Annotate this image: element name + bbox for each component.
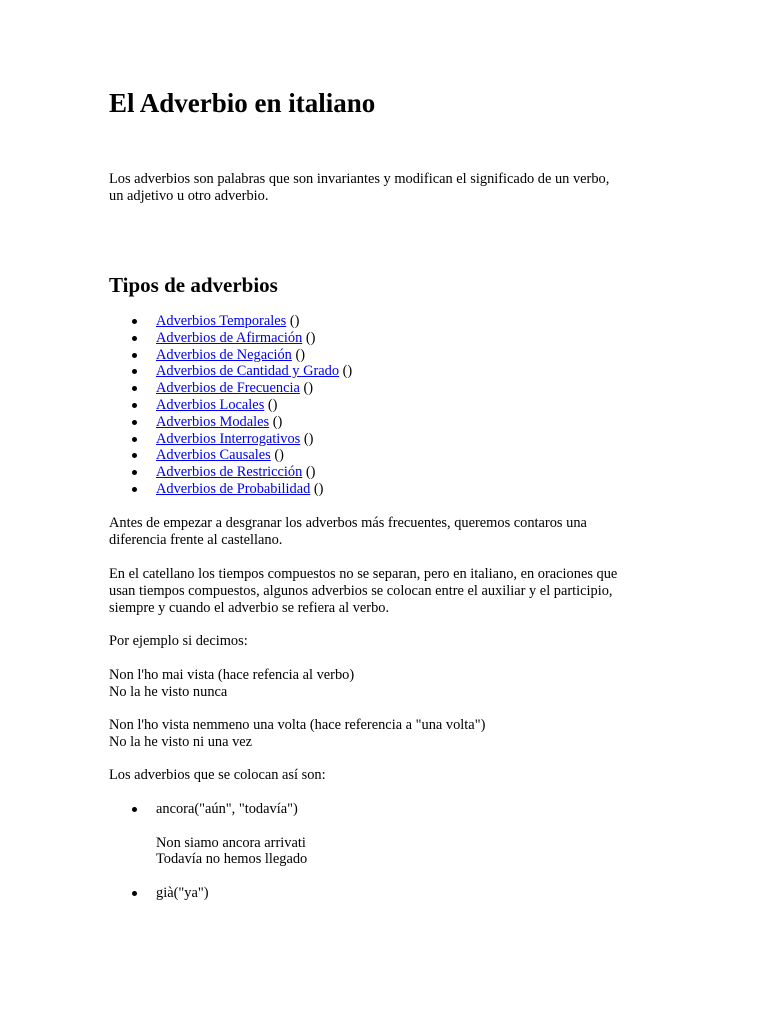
link-adverbios-interrogativos[interactable]: Adverbios Interrogativos <box>156 430 301 447</box>
link-suffix: () <box>339 363 353 380</box>
link-adverbios-probabilidad[interactable]: Adverbios de Probabilidad <box>156 480 311 497</box>
link-adverbios-locales[interactable]: Adverbios Locales <box>156 396 265 413</box>
paragraph-before <box>109 515 669 549</box>
bullet-icon <box>132 453 137 458</box>
paragraph-line: diferencia frente al castellano. <box>109 531 283 548</box>
link-adverbios-causales[interactable]: Adverbios Causales <box>156 447 271 464</box>
bullet-icon <box>132 437 137 442</box>
bullet-icon <box>132 807 137 812</box>
bullet-icon <box>132 336 137 341</box>
link-suffix: () <box>302 464 316 481</box>
example-2 <box>109 717 669 751</box>
list-item <box>109 380 352 397</box>
bullet-icon <box>132 403 137 408</box>
link-suffix: () <box>302 329 316 346</box>
paragraph-ejemplo <box>109 633 669 650</box>
list-item <box>109 431 352 448</box>
bullet-icon <box>132 891 137 896</box>
list-item <box>109 347 352 364</box>
link-suffix: () <box>269 413 283 430</box>
list-item <box>109 447 352 464</box>
bullet-icon <box>132 319 137 324</box>
adverb-example <box>156 835 307 869</box>
link-adverbios-negacion[interactable]: Adverbios de Negación <box>156 346 292 363</box>
link-suffix: () <box>270 447 284 464</box>
types-heading: Tipos de adverbios <box>109 273 278 297</box>
list-item <box>109 414 352 431</box>
paragraph-line: En el catellano los tiempos compuestos no se separan, pero en italiano, en oraciones que <box>109 566 618 582</box>
link-suffix: () <box>291 346 306 363</box>
adverbs-list <box>109 801 307 902</box>
example-italian: Non siamo ancora arrivati <box>156 834 306 851</box>
adverb-label: già("ya") <box>156 884 209 901</box>
bullet-icon <box>132 420 137 425</box>
paragraph-line: usan tiempos compuestos, algunos adverbios se colocan entre el auxiliar y el participio, <box>109 582 613 599</box>
example-1 <box>109 667 669 701</box>
example-italian: Non l'ho mai vista (hace refencia al verbo) <box>109 667 355 683</box>
list-item <box>109 397 352 414</box>
list-item <box>109 885 307 902</box>
types-list <box>109 313 352 498</box>
paragraph-line: Los adverbios que se colocan así son: <box>109 767 326 783</box>
link-suffix: () <box>264 396 278 413</box>
list-item <box>109 313 352 330</box>
link-adverbios-temporales[interactable]: Adverbios Temporales <box>156 313 287 329</box>
example-spanish: Todavía no hemos llegado <box>156 851 308 868</box>
link-suffix: () <box>299 380 314 397</box>
list-item <box>109 464 352 481</box>
list-item <box>109 481 352 498</box>
paragraph-colocan <box>109 767 669 784</box>
paragraph-line: siempre y cuando el adverbio se refiera al verbo. <box>109 599 390 616</box>
paragraph-catellano <box>109 566 669 616</box>
example-italian: Non l'ho vista nemmeno una volta (hace referencia a "una volta") <box>109 717 486 733</box>
link-adverbios-restriccion[interactable]: Adverbios de Restricción <box>156 464 303 481</box>
paragraph-line: Por ejemplo si decimos: <box>109 633 248 649</box>
list-item <box>109 801 307 868</box>
intro-paragraph <box>109 171 669 205</box>
intro-line: Los adverbios son palabras que son invariantes y modifican el significado de un verbo, <box>109 171 610 187</box>
bullet-icon <box>132 470 137 475</box>
adverb-label: ancora("aún", "todavía") <box>156 801 298 817</box>
link-adverbios-cantidad-grado[interactable]: Adverbios de Cantidad y Grado <box>156 363 340 380</box>
example-spanish: No la he visto ni una vez <box>109 733 253 750</box>
bullet-icon <box>132 369 137 374</box>
example-spanish: No la he visto nunca <box>109 683 228 700</box>
link-adverbios-frecuencia[interactable]: Adverbios de Frecuencia <box>156 380 300 397</box>
link-adverbios-modales[interactable]: Adverbios Modales <box>156 413 270 430</box>
link-suffix: () <box>310 480 324 497</box>
link-adverbios-afirmacion[interactable]: Adverbios de Afirmación <box>156 329 303 346</box>
page-title: El Adverbio en italiano <box>109 88 376 118</box>
paragraph-line: Antes de empezar a desgranar los adverbos más frecuentes, queremos contaros una <box>109 515 587 531</box>
bullet-icon <box>132 487 137 492</box>
list-item <box>109 330 352 347</box>
intro-line: un adjetivo u otro adverbio. <box>109 187 269 204</box>
bullet-icon <box>132 386 137 391</box>
list-item <box>109 363 352 380</box>
bullet-icon <box>132 353 137 358</box>
link-suffix: () <box>300 430 314 447</box>
link-suffix: () <box>286 313 300 329</box>
